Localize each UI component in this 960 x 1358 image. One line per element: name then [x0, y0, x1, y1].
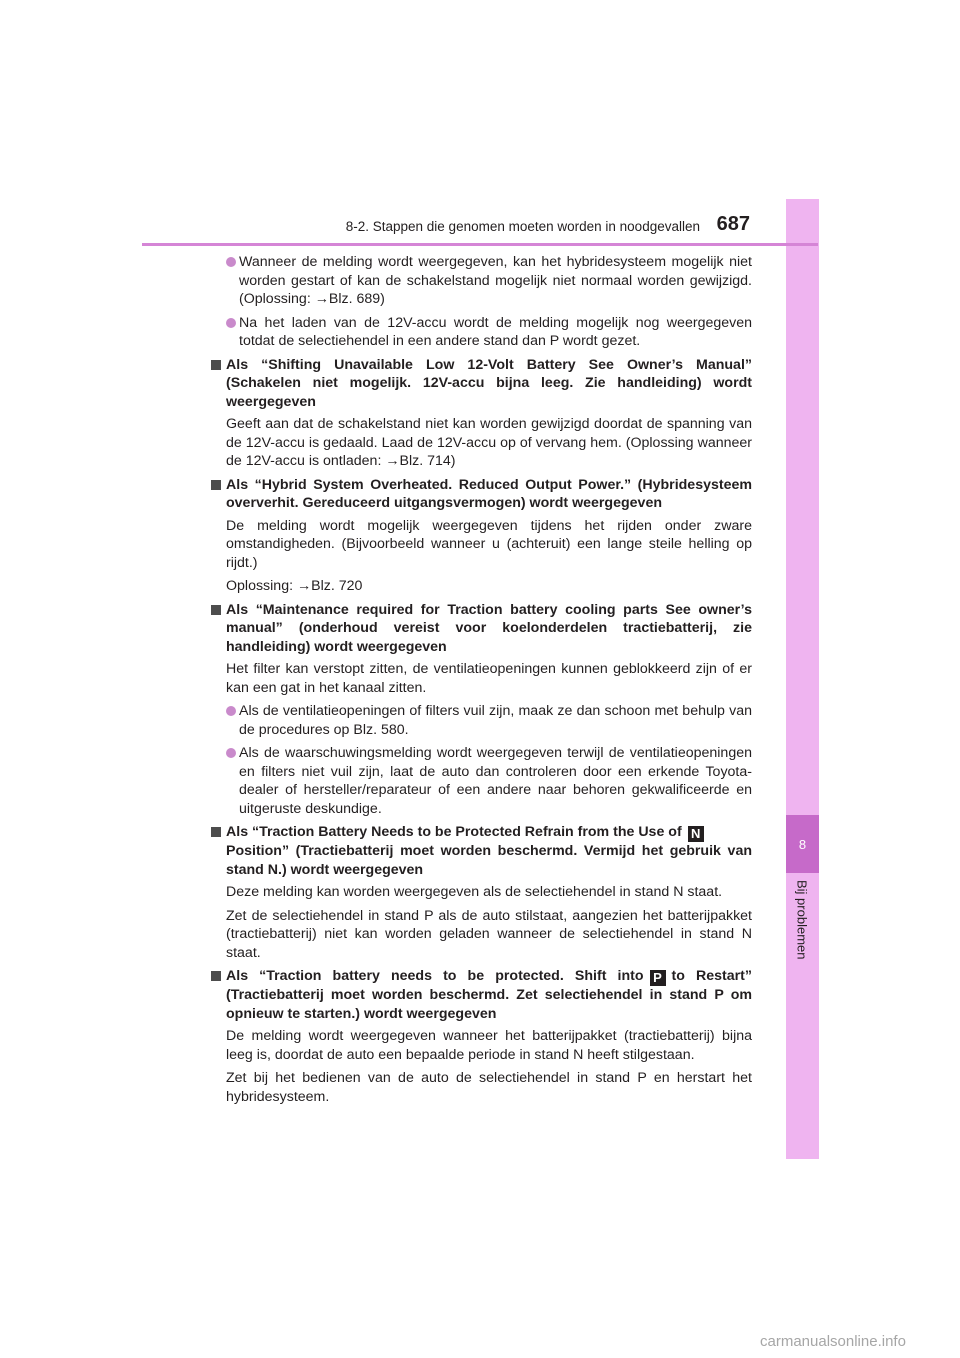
square-bullet-icon	[211, 360, 221, 370]
square-bullet-icon	[211, 971, 221, 981]
section-body: De melding wordt weergegeven wanneer het batterijpakket (tractiebatterij) bijna leeg is, doordat de auto een bepaalde periode in stand N heeft stilgestaan.	[226, 1028, 752, 1063]
bullet-icon	[226, 257, 236, 267]
list-item	[210, 702, 752, 739]
bullet-icon	[226, 318, 236, 328]
section-header: 8-2. Stappen die genomen moeten worden in noodgevallen	[345, 219, 700, 234]
section-heading	[210, 823, 752, 879]
section-heading-text: Position” (Tractiebatterij moet worden beschermd. Vermijd het gebruik van stand N.) wordt weergegeven	[226, 843, 752, 878]
section-heading	[210, 601, 752, 657]
list-item	[210, 744, 752, 818]
section-heading-text: Als “Traction Battery Needs to be Protected Refrain from the Use of	[226, 824, 682, 840]
section-body: Deze melding kan worden weergegeven als de selectiehendel in stand N staat.	[226, 884, 723, 900]
list-item	[210, 314, 752, 351]
section-body: Zet de selectiehendel in stand P als de auto stilstaat, aangezien het batterijpakket (tractiebatterij) niet kan worden geladen wanneer de selectiehendel in stand N staat.	[226, 907, 752, 961]
section-body: Geeft aan dat de schakelstand niet kan worden gewijzigd doordat de spanning van de 12V-accu is gedaald. Laad de 12V-accu op of vervang hem. (Oplossing wanneer de 12V-accu is ontladen: →Blz. 714)	[226, 416, 752, 469]
chapter-title-label: Bij problemen	[794, 880, 810, 960]
bullet-text: Als de ventilatieopeningen of filters vuil zijn, maak ze dan schoon met behulp van de procedures op Blz. 580.	[239, 703, 752, 738]
section-heading	[210, 476, 752, 513]
section-heading	[210, 356, 752, 412]
bullet-icon	[226, 748, 236, 758]
bullet-icon	[226, 706, 236, 716]
section-body: Oplossing: →Blz. 720	[226, 578, 363, 594]
gear-n-icon: N	[688, 826, 704, 842]
section-heading-text: Als “Maintenance required for Traction battery cooling parts See owner’s manual” (onderhoud vereist voor koelonderdelen tractiebatterij, zie handleiding) wordt weergegeven	[226, 601, 752, 655]
square-bullet-icon	[211, 480, 221, 490]
section-body: Het filter kan verstopt zitten, de ventilatieopeningen kunnen geblokkeerd zijn of er kan een gat in het kanaal zitten.	[226, 661, 752, 696]
section-heading-text: to Restart” (Tractiebatterij moet worden beschermd. Zet selectiehendel in stand P om opnieuw te starten.) wordt weergegeven	[226, 968, 752, 1022]
gear-p-icon: P	[650, 970, 666, 986]
watermark: carmanualsonline.info	[760, 1333, 906, 1350]
bullet-text: Wanneer de melding wordt weergegeven, kan het hybridesysteem mogelijk niet worden gestart of kan de schakelstand mogelijk niet normaal worden gewijzigd. (Oplossing: →Blz. 689)	[239, 254, 752, 307]
section-heading	[210, 967, 752, 1023]
list-item	[210, 253, 752, 309]
bullet-text: Na het laden van de 12V-accu wordt de melding mogelijk nog weergegeven totdat de selectiehendel in een andere stand dan P wordt gezet.	[239, 314, 752, 349]
page-number: 687	[716, 213, 750, 235]
section-body: De melding wordt mogelijk weergegeven tijdens het rijden onder zware omstandigheden. (Bijvoorbeeld wanneer u (achteruit) een lange steile helling op rijdt.)	[226, 517, 752, 571]
page-content	[210, 253, 752, 1111]
section-heading-text: Als “Hybrid System Overheated. Reduced Output Power.” (Hybridesysteem oververhit. Gereduceerd uitgangsvermogen) wordt weergegeven	[226, 476, 752, 511]
section-heading-text: Als “Traction battery needs to be protected. Shift into	[226, 968, 644, 984]
chapter-side-tab	[786, 199, 819, 1159]
header-rule	[142, 243, 818, 246]
square-bullet-icon	[211, 605, 221, 615]
chapter-number-tab[interactable]: 8	[786, 815, 819, 873]
square-bullet-icon	[211, 827, 221, 837]
bullet-text: Als de waarschuwingsmelding wordt weergegeven terwijl de ventilatieopeningen en filters niet vuil zijn, laat de auto dan controleren door een erkende Toyota-dealer of hersteller/reparateur of een andere naar behoren gekwalificeerde en uitgeruste deskundige.	[239, 745, 752, 817]
section-heading-text: Als “Shifting Unavailable Low 12-Volt Battery See Owner’s Manual” (Schakelen niet mogelijk. 12V-accu bijna leeg. Zie handleiding) wordt weergegeven	[226, 356, 752, 410]
section-body: Zet bij het bedienen van de auto de selectiehendel in stand P en herstart het hybridesysteem.	[226, 1070, 752, 1105]
